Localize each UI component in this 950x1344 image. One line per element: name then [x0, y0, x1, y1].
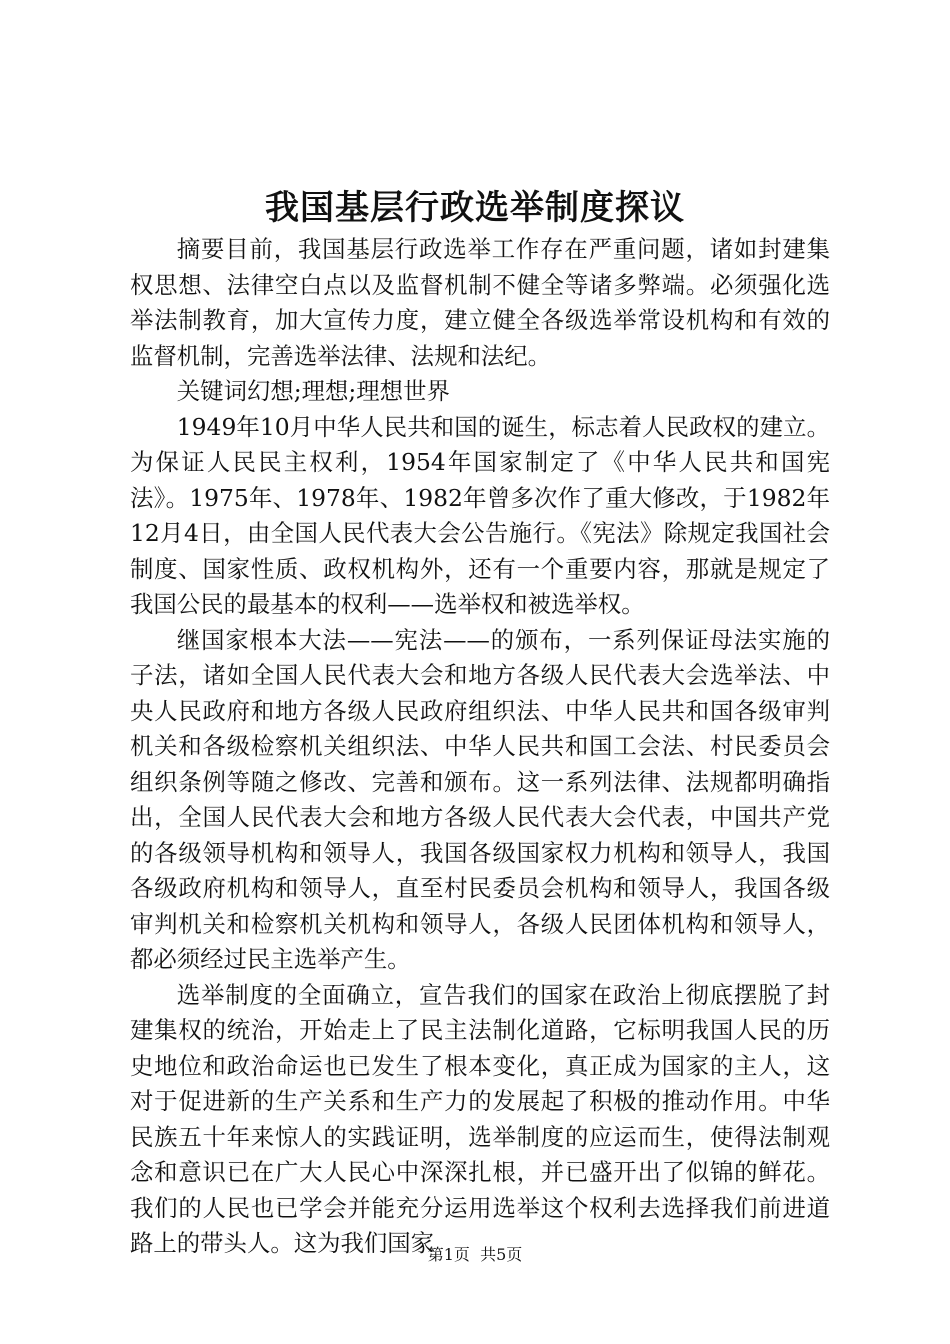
abstract-paragraph: 摘要目前，我国基层行政选举工作存在严重问题，诸如封建集权思想、法律空白点以及监督机制不健全等诸多弊端。必须强化选举法制教育，加大宣传力度，建立健全各级选举常设机构和有效的监督机制，完善选举法律、法规和法纪。 [130, 235, 830, 370]
body-paragraph: 选举制度的全面确立，宣告我们的国家在政治上彻底摆脱了封建集权的统治，开始走上了民主法制化道路，它标明我国人民的历史地位和政治命运也已发生了根本变化，真正成为国家的主人，这对于促进新的生产关系和生产力的发展起了积极的推动作用。中华民族五十年来惊人的实践证明，选举制度的应运而生，使得法制观念和意识已在广大人民心中深深扎根，并已盛开出了似锦的鲜花。我们的人民也已学会并能充分运用选举这个权利去选择我们前进道路上的带头人。这为我们国家 [130, 980, 830, 1257]
body-paragraph: 继国家根本大法——宪法——的颁布，一系列保证母法实施的子法，诸如全国人民代表大会和地方各级人民代表大会选举法、中央人民政府和地方各级人民政府组织法、中华人民共和国各级审判机关和各级检察机关组织法、中华人民共和国工会法、村民委员会组织条例等随之修改、完善和颁布。这一系列法律、法规都明确指出，全国人民代表大会和地方各级人民代表大会代表，中国共产党的各级领导机构和领导人，我国各级国家权力机构和领导人，我国各级政府机构和领导人，直至村民委员会机构和领导人，我国各级审判机关和检察机关机构和领导人，各级人民团体机构和领导人，都必须经过民主选举产生。 [130, 625, 830, 973]
document-title: 我国基层行政选举制度探议 [265, 188, 685, 228]
document-body [130, 232, 830, 1262]
page-footer [0, 1244, 950, 1266]
page-number-label: 第1页 共5页 [427, 1245, 523, 1264]
keywords-paragraph: 关键词幻想;理想;理想世界 [176, 377, 450, 405]
body-paragraph: 1949年10月中华人民共和国的诞生，标志着人民政权的建立。为保证人民民主权利，1954年国家制定了《中华人民共和国宪法》。1975年、1978年、1982年曾多次作了重大修改，于1982年12月4日，由全国人民代表大会公告施行。《宪法》除规定我国社会制度、国家性质、政权机构外，还有一个重要内容，那就是规定了我国公民的最基本的权利——选举权和被选举权。 [130, 412, 830, 618]
